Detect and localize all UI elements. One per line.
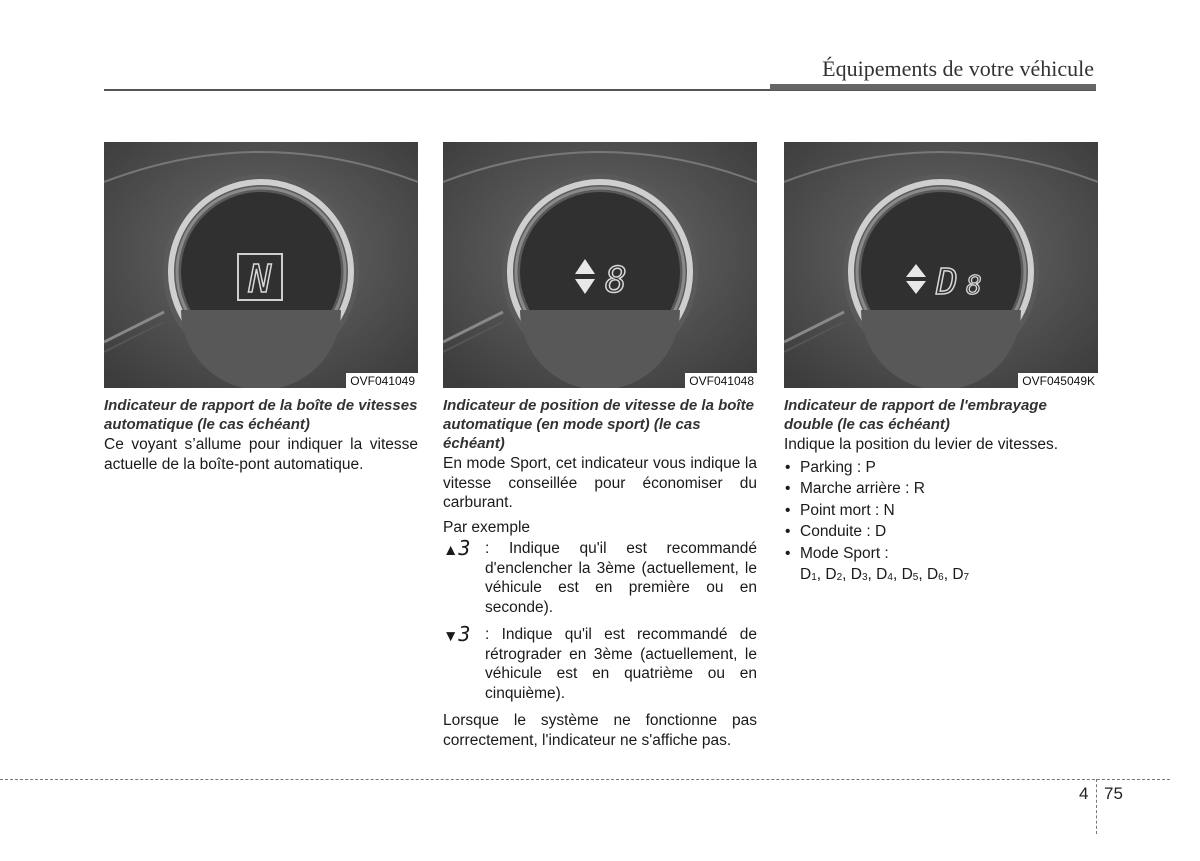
gauge-illustration-1 xyxy=(104,142,418,388)
gear-digit: 3 xyxy=(458,622,471,646)
page-number: 75 xyxy=(1104,784,1123,803)
sport-gear-list: $D_1$, $D_2$, $D_3$, $D_4$, $D_5$, $D_6$, $D_7$ xyxy=(800,566,970,583)
list-item: • Mode Sport : xyxy=(784,543,1098,565)
gear-position-list xyxy=(784,457,1098,565)
column-3 xyxy=(784,142,1098,589)
closing-text: Lorsque le système ne fonctionne pas correctement, l'indicateur ne s'affiche pas. xyxy=(443,712,757,749)
gear-digit-glyph: 8 xyxy=(966,271,982,301)
sport-gear: $D_1$ xyxy=(800,566,817,583)
gear-letter-glyph: D xyxy=(936,262,958,303)
sport-gear: $D_3$ xyxy=(850,566,868,583)
gauge-illustration-3 xyxy=(784,142,1098,388)
section-caption: Indicateur de rapport de l'embrayage double (le cas échéant) xyxy=(784,397,1047,433)
column-1 xyxy=(104,142,418,474)
downshift-text: : Indique qu'il est recommandé de rétrograder en 3ème (actuellement, le véhicule est en quatrième ou en cinquième). xyxy=(485,626,757,702)
section-text: Ce voyant s’allume pour indiquer la vitesse actuelle de la boîte-pont automatique. xyxy=(104,436,418,473)
down-arrow-icon: ▼ xyxy=(443,628,459,645)
gear-indicator-figure-2 xyxy=(443,142,757,388)
section-text: Indique la position du levier de vitesses. xyxy=(784,436,1058,453)
list-item: • Point mort : N xyxy=(784,500,1098,522)
upshift-text: : Indique qu'il est recommandé d'enclencher la 3ème (actuellement, le véhicule est en première ou en seconde). xyxy=(485,540,757,616)
header-rule-accent xyxy=(770,84,1096,90)
upshift-symbol xyxy=(443,536,485,617)
gear-digit: 3 xyxy=(458,536,471,560)
gear-digit-glyph: 8 xyxy=(605,260,627,301)
example-label: Par exemple xyxy=(443,518,531,536)
sport-gear: $D_4$ xyxy=(876,566,893,583)
running-header: Équipements de votre véhicule xyxy=(822,56,1094,81)
downshift-example xyxy=(443,622,757,703)
sport-gear: $D_2$ xyxy=(825,566,843,583)
gear-indicator-figure-3 xyxy=(784,142,1098,388)
footer-divider xyxy=(1096,779,1097,834)
list-item: • Conduite : D xyxy=(784,521,1098,543)
section-caption: Indicateur de position de vitesse de la boîte automatique (en mode sport) (le cas échéant) xyxy=(443,397,754,452)
sport-gear: $D_5$ xyxy=(901,566,919,583)
list-item: • Marche arrière : R xyxy=(784,478,1098,500)
column-2 xyxy=(443,142,757,750)
section-caption: Indicateur de rapport de la boîte de vitesses automatique (le cas échéant) xyxy=(104,397,418,433)
sport-gear: $D_6$ xyxy=(926,566,944,583)
gauge-illustration-2 xyxy=(443,142,757,388)
list-item: • Parking : P xyxy=(784,457,1098,479)
figure-code: OVF045049K xyxy=(1018,373,1098,388)
section-text: En mode Sport, cet indicateur vous indique la vitesse conseillée pour économiser du carburant. xyxy=(443,455,757,511)
gear-digit-glyph: N xyxy=(248,257,272,301)
up-arrow-icon: ▲ xyxy=(443,542,459,559)
chapter-number: 4 xyxy=(1079,784,1089,803)
figure-code: OVF041049 xyxy=(346,373,418,388)
sport-gear: $D_7$ xyxy=(952,566,970,583)
upshift-example xyxy=(443,536,757,617)
figure-code: OVF041048 xyxy=(685,373,757,388)
footer-rule xyxy=(0,779,1170,780)
gear-indicator-figure-1 xyxy=(104,142,418,388)
downshift-symbol xyxy=(443,622,485,703)
